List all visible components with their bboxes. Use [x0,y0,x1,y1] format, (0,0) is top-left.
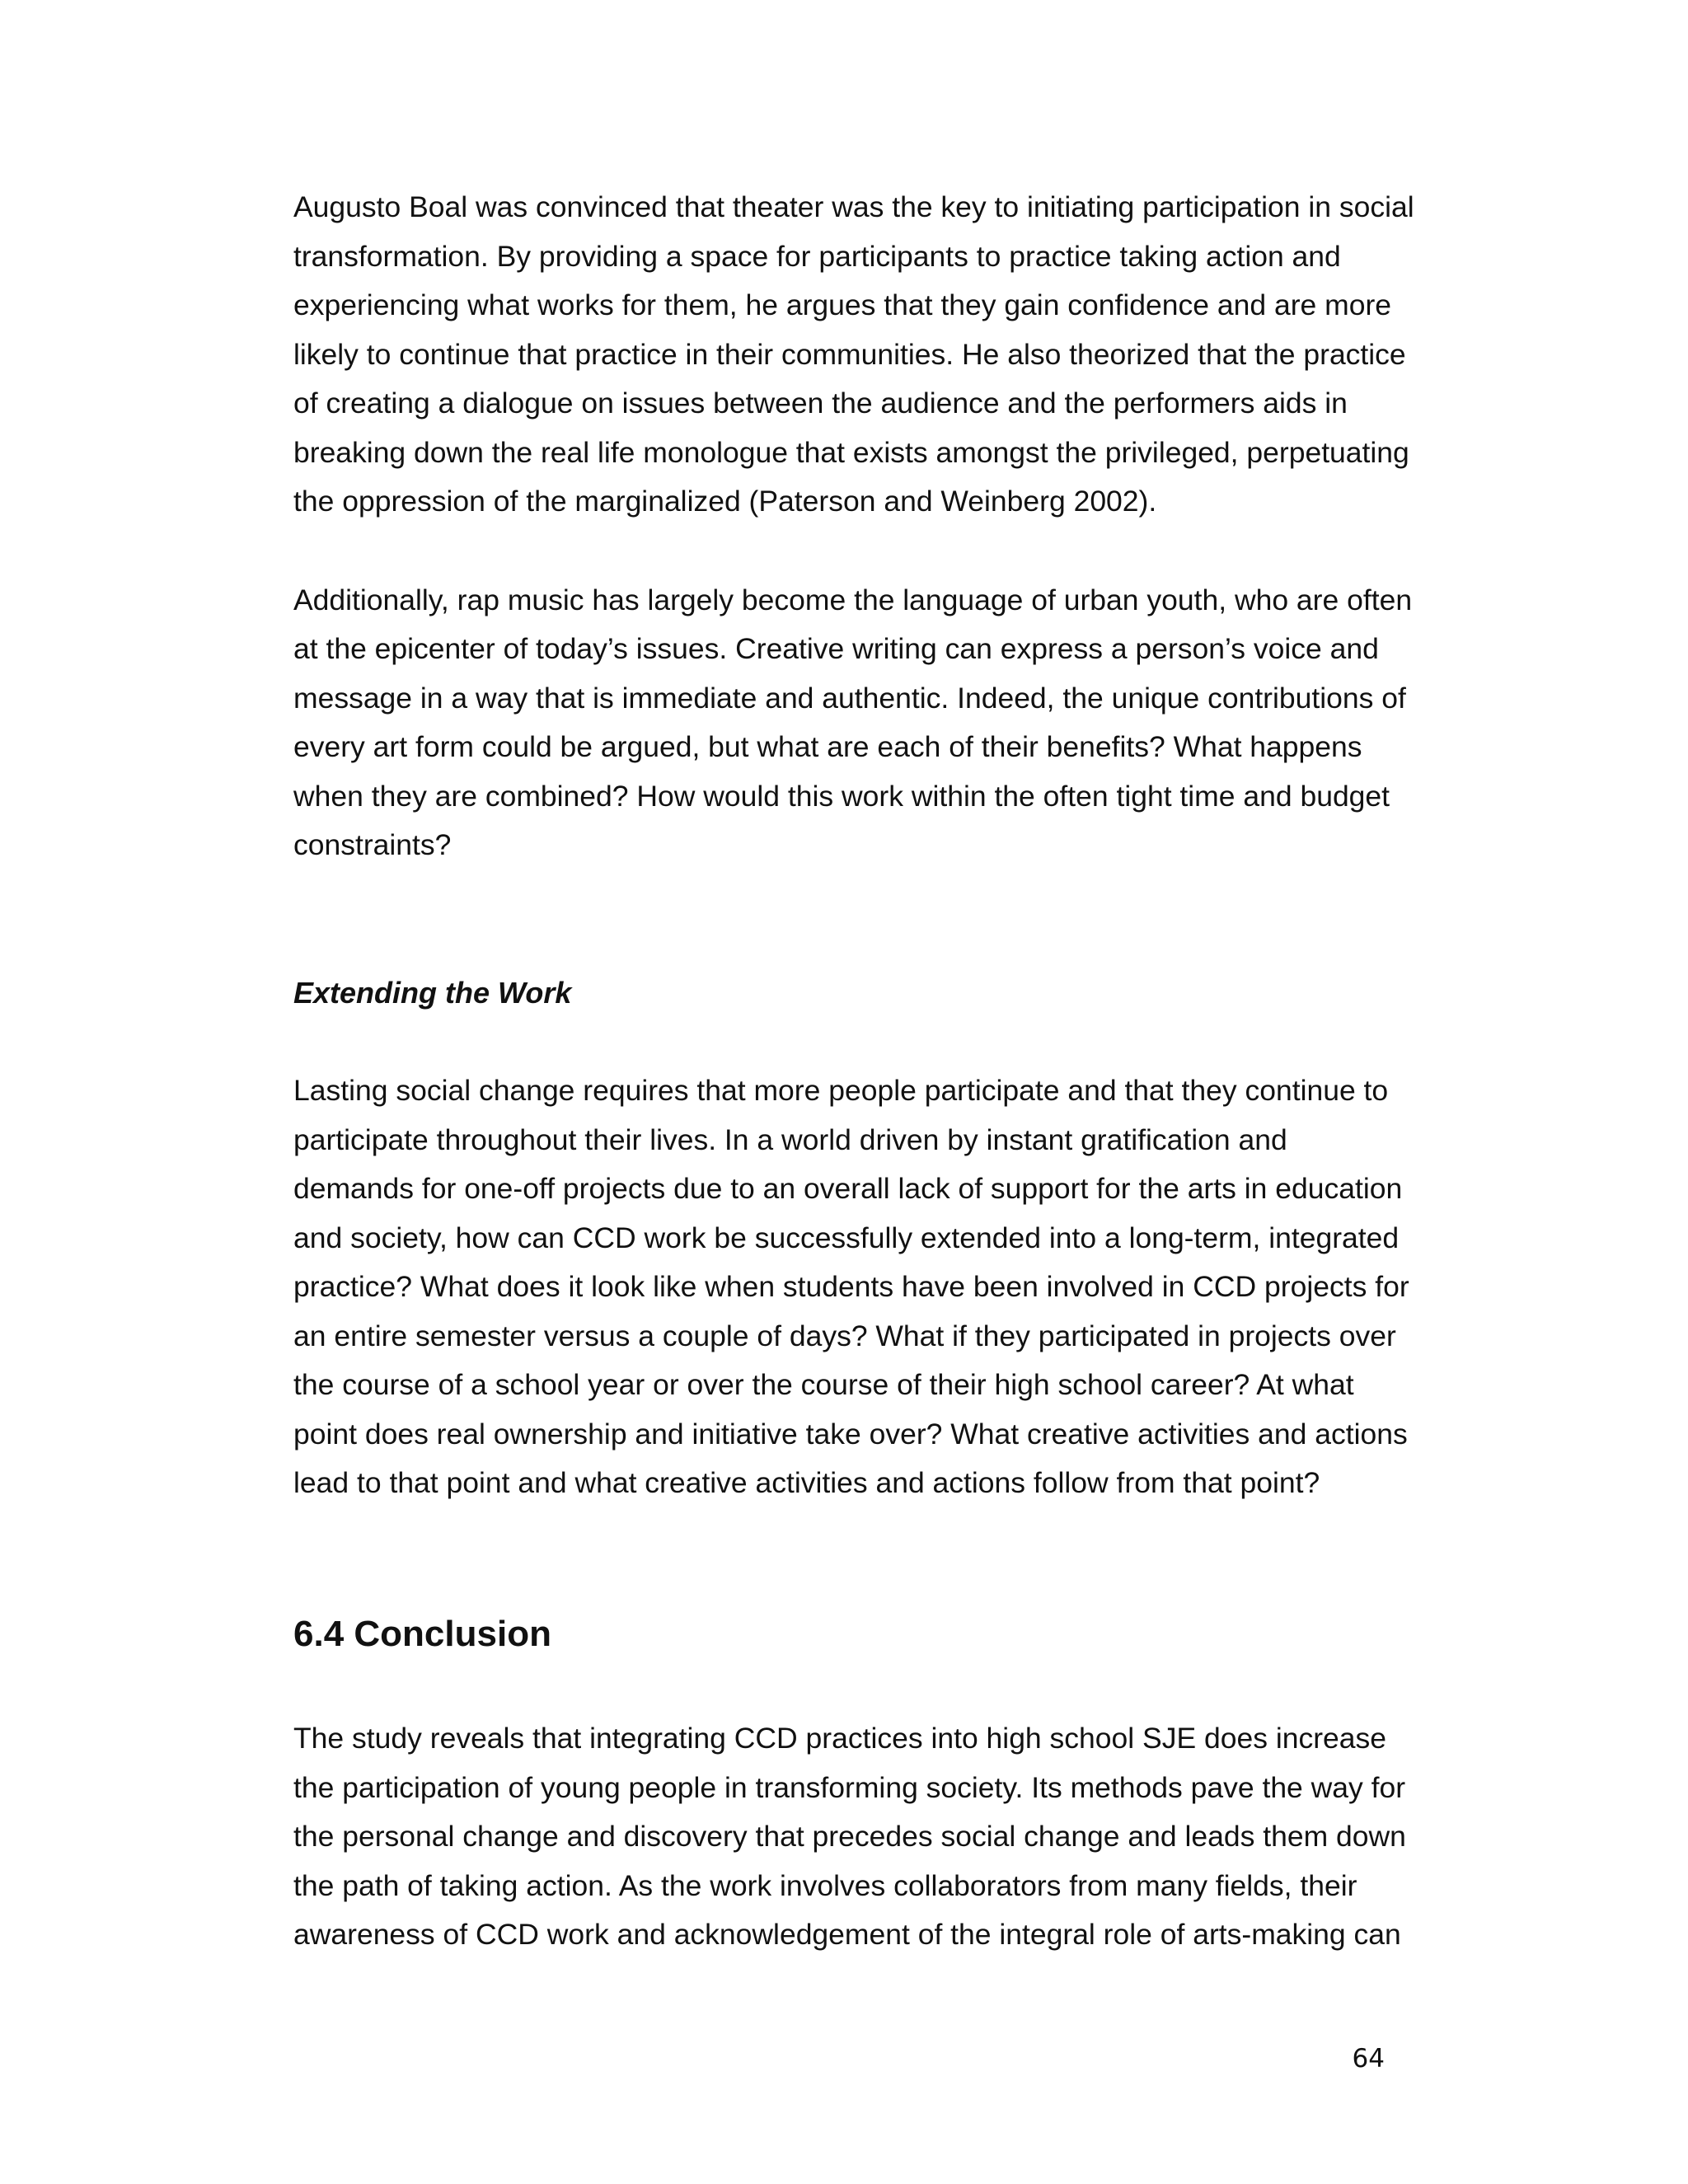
page-number: 64 [1352,2044,1385,2074]
text-line: Additionally, rap music has largely become the language of urban youth, who are often [293,583,1413,616]
text-line: the course of a school year or over the course of their high school career? At what [293,1368,1354,1401]
text-line: the participation of young people in transforming society. Its methods pave the way for [293,1770,1406,1804]
text-line: participate throughout their lives. In a world driven by instant gratification and [293,1122,1287,1156]
text-line: of creating a dialogue on issues between the audience and the performers aids in [293,387,1348,419]
paragraph-lasting-change [293,1066,1409,1508]
text-line: the oppression of the marginalized (Paterson and Weinberg 2002). [293,485,1157,518]
text-line: an entire semester versus a couple of days? What if they participated in projects over [293,1319,1396,1352]
text-line: lead to that point and what creative activities and actions follow from that point? [293,1466,1320,1499]
text-line: point does real ownership and initiative take over? What creative activities and actions [293,1417,1408,1451]
paragraph-rap-music [293,576,1413,870]
text-line: every art form could be argued, but what are each of their benefits? What happens [293,730,1362,763]
text-line: awareness of CCD work and acknowledgement of the integral role of arts-making can [293,1918,1401,1951]
text-line: breaking down the real life monologue that exists amongst the privileged, perpetuating [293,435,1409,469]
section-heading-conclusion: 6.4 Conclusion [293,1613,551,1654]
text-line: likely to continue that practice in their communities. He also theorized that the practice [293,337,1406,371]
text-line: when they are combined? How would this work within the often tight time and budget [293,779,1390,813]
text-line: the path of taking action. As the work involves collaborators from many fields, their [293,1868,1357,1902]
text-line: Augusto Boal was convinced that theater was the key to initiating participation in social [293,190,1414,223]
text-line: demands for one-off projects due to an overall lack of support for the arts in education [293,1172,1403,1205]
text-line: The study reveals that integrating CCD practices into high school SJE does increase [293,1722,1387,1755]
text-line: transformation. By providing a space for participants to practice taking action and [293,239,1341,273]
text-line: message in a way that is immediate and authentic. Indeed, the unique contributions of [293,681,1406,715]
subheading-extending-the-work: Extending the Work [293,975,572,1010]
text-line: constraints? [293,828,452,861]
paragraph-boal [293,183,1414,527]
text-line: experiencing what works for them, he argues that they gain confidence and are more [293,288,1392,321]
text-line: Lasting social change requires that more people participate and that they continue to [293,1074,1389,1107]
text-line: the personal change and discovery that precedes social change and leads them down [293,1820,1406,1853]
text-line: at the epicenter of today’s issues. Creative writing can express a person’s voice and [293,632,1379,665]
text-column [293,183,1414,1960]
paragraph-conclusion [293,1714,1406,1960]
text-line: practice? What does it look like when students have been involved in CCD projects for [293,1270,1409,1303]
text-line: and society, how can CCD work be successfully extended into a long-term, integrated [293,1221,1400,1254]
